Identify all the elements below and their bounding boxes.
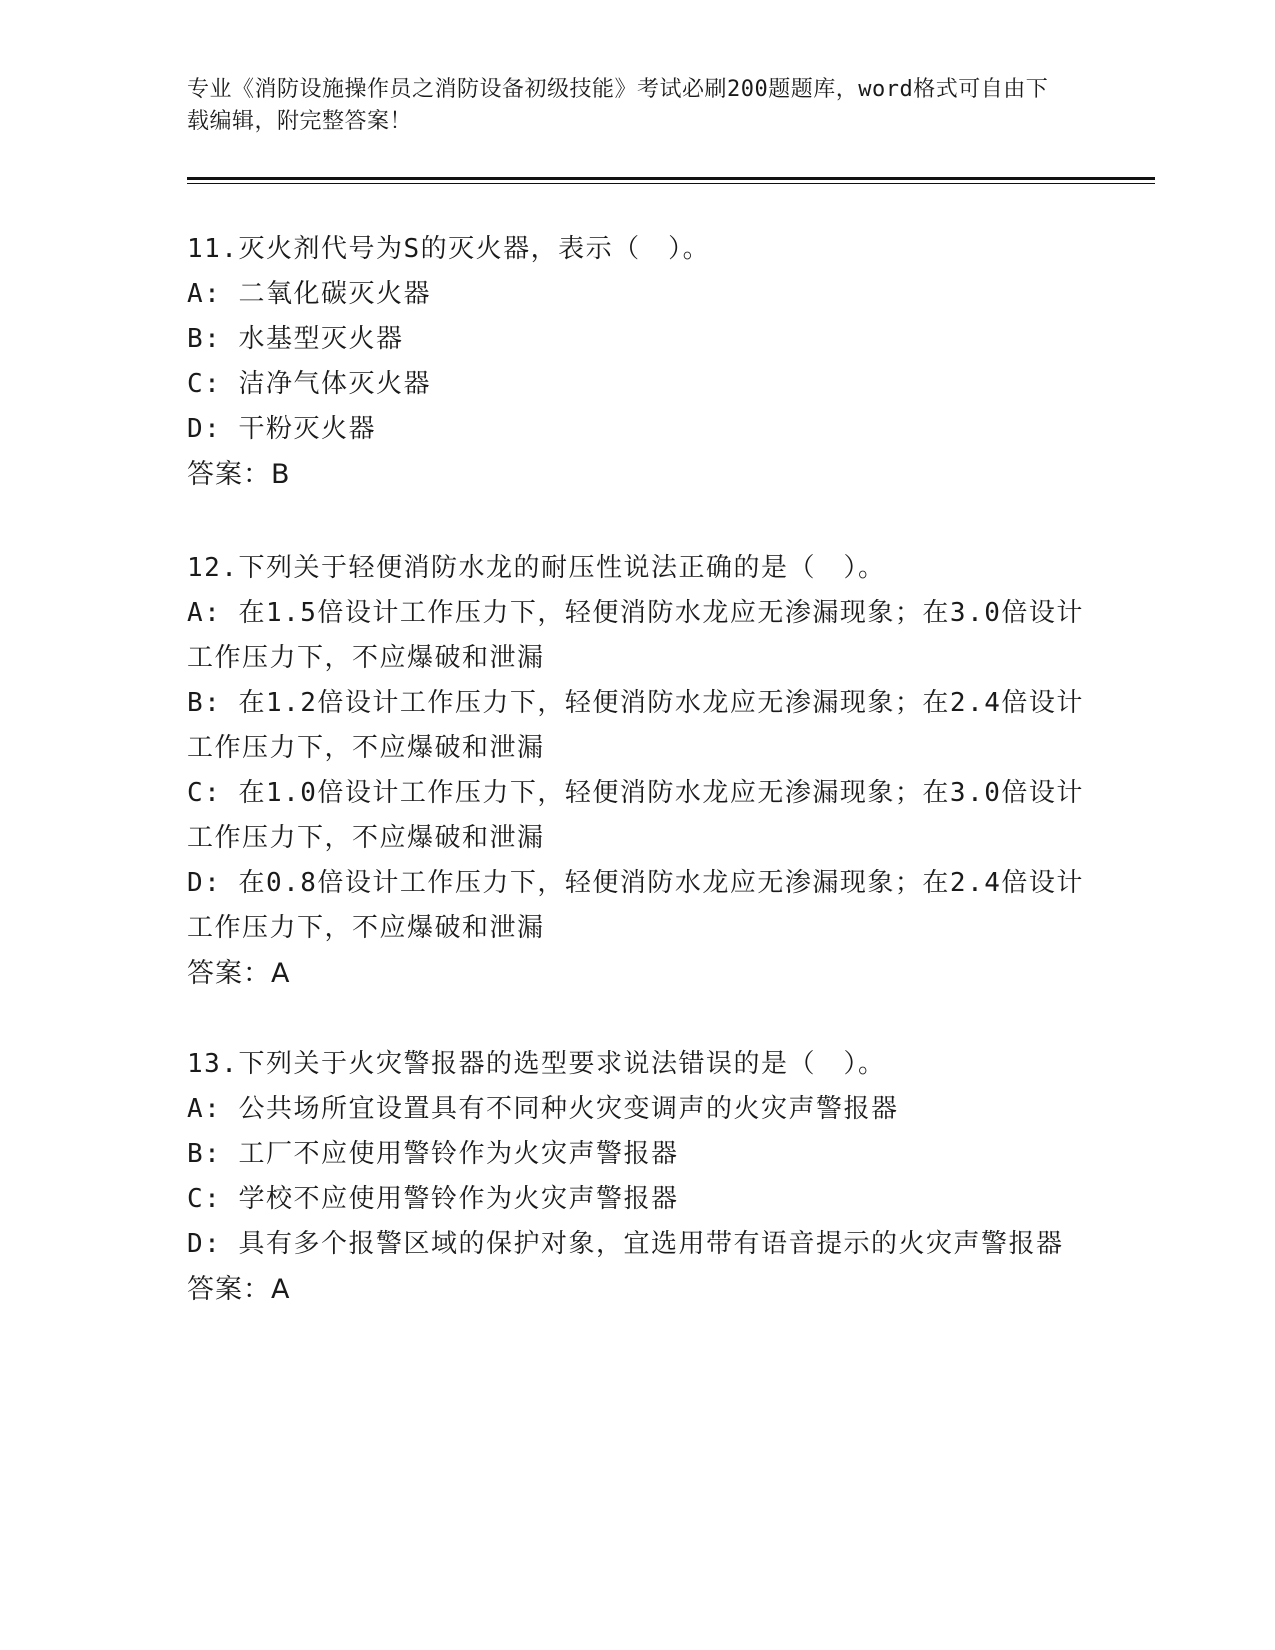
question-stem: 12.下列关于轻便消防水龙的耐压性说法正确的是（ ）。 bbox=[187, 553, 886, 583]
option-a: A: 公共场所宜设置具有不同种火灾变调声的火灾声警报器 bbox=[187, 1094, 899, 1124]
option-d: D: 在0.8倍设计工作压力下，轻便消防水龙应无渗漏现象；在2.4倍设计工作压力下，不应爆破和泄漏 bbox=[187, 868, 1084, 943]
option-c: C: 在1.0倍设计工作压力下，轻便消防水龙应无渗漏现象；在3.0倍设计工作压力下，不应爆破和泄漏 bbox=[187, 778, 1084, 853]
answer: 答案：B bbox=[187, 459, 291, 490]
option-b: B: 在1.2倍设计工作压力下，轻便消防水龙应无渗漏现象；在2.4倍设计工作压力下，不应爆破和泄漏 bbox=[187, 688, 1084, 763]
question-stem: 11.灭火剂代号为S的灭火器，表示（ ）。 bbox=[187, 234, 711, 264]
option-b: B: 工厂不应使用警铃作为火灾声警报器 bbox=[187, 1139, 679, 1169]
question-11 bbox=[187, 227, 1087, 497]
option-d: D: 具有多个报警区域的保护对象，宜选用带有语音提示的火灾声警报器 bbox=[187, 1229, 1064, 1259]
header-divider-thick bbox=[187, 177, 1155, 180]
option-d: D: 干粉灭火器 bbox=[187, 414, 376, 444]
question-13 bbox=[187, 1042, 1087, 1312]
option-c: C: 学校不应使用警铃作为火灾声警报器 bbox=[187, 1184, 679, 1214]
option-b: B: 水基型灭火器 bbox=[187, 324, 404, 354]
option-c: C: 洁净气体灭火器 bbox=[187, 369, 431, 399]
document-header: 专业《消防设施操作员之消防设备初级技能》考试必刷200题题库，word格式可自由下载编辑，附完整答案！ bbox=[187, 77, 1049, 134]
option-a: A: 二氧化碳灭火器 bbox=[187, 279, 431, 309]
question-12 bbox=[187, 546, 1087, 996]
option-a: A: 在1.5倍设计工作压力下，轻便消防水龙应无渗漏现象；在3.0倍设计工作压力下，不应爆破和泄漏 bbox=[187, 598, 1084, 673]
header-divider-thin bbox=[187, 183, 1155, 184]
question-stem: 13.下列关于火灾警报器的选型要求说法错误的是（ ）。 bbox=[187, 1049, 886, 1079]
answer: 答案：A bbox=[187, 1274, 291, 1305]
answer: 答案：A bbox=[187, 958, 291, 989]
